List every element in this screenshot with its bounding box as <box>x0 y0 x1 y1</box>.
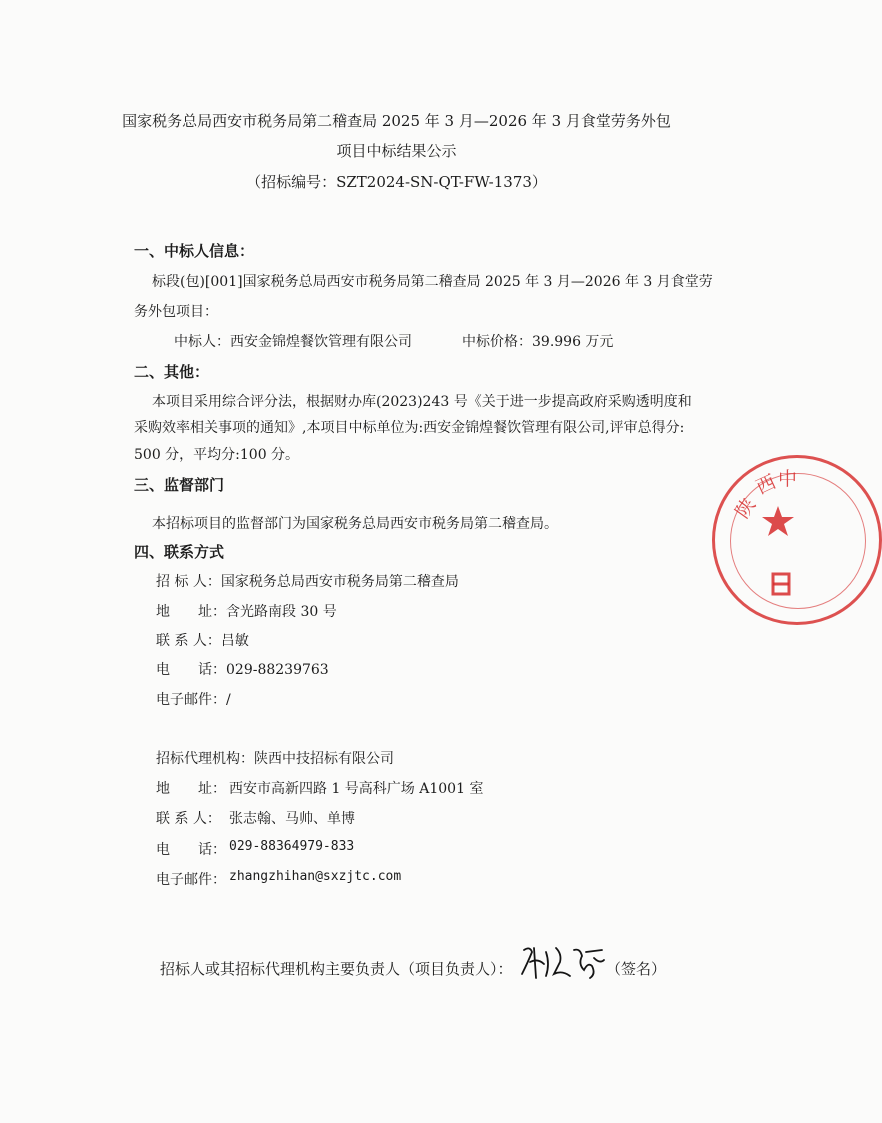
tenderer-name: 招 标 人：国家税务总局西安市税务局第二稽查局 <box>156 574 459 590</box>
section1-line1: 标段(包)[001]国家税务总局西安市税务局第二稽查局 2025 年 3 月—2026 年 3 月食堂劳 <box>152 274 713 290</box>
agency-contact-label: 联 系 人： <box>156 811 221 827</box>
seal-bottom-mark <box>770 570 794 604</box>
section2-line3: 500 分，平均分:100 分。 <box>134 447 300 463</box>
tenderer-address: 地 址：含光路南段 30 号 <box>156 604 337 620</box>
seal-char-c: 中 <box>778 468 798 490</box>
agency-email-label: 电子邮件： <box>156 872 226 888</box>
agency-phone-value: 029-88364979-833 <box>229 839 355 854</box>
section3-line1: 本招标项目的监督部门为国家税务总局西安市税务局第二稽查局。 <box>152 516 558 532</box>
agency-name-value: 陕西中技招标有限公司 <box>254 751 394 767</box>
agency-name-label: 招标代理机构： <box>156 751 254 767</box>
agency-contact-value: 张志翰、马帅、单博 <box>229 811 355 827</box>
signature-suffix: （签名） <box>606 960 667 978</box>
tenderer-email: 电子邮件：/ <box>156 692 231 708</box>
document-title-line1: 国家税务总局西安市税务局第二稽查局 2025 年 3 月—2026 年 3 月食堂劳务外包 <box>122 112 671 130</box>
section1-heading: 一、中标人信息： <box>134 242 255 260</box>
seal-char-b: 西 <box>752 470 780 499</box>
section2-line1: 本项目采用综合评分法，根据财办库(2023)243 号《关于进一步提高政府采购透明度和 <box>152 394 692 410</box>
official-seal-inner-ring <box>730 473 866 609</box>
agency-email-value: zhangzhihan@sxzjtc.com <box>229 869 402 884</box>
seal-star-icon <box>760 504 796 544</box>
agency-address-value: 西安市高新四路 1 号高科广场 A1001 室 <box>229 781 484 797</box>
seal-char-a: 陕 <box>731 494 761 523</box>
section1-line2: 务外包项目： <box>134 304 218 320</box>
tenderer-contact: 联 系 人：吕敏 <box>156 633 249 649</box>
tender-number: （招标编号：SZT2024-SN-QT-FW-1373） <box>246 173 547 191</box>
agency-phone-label: 电 话： <box>156 842 226 858</box>
section4-heading: 四、联系方式 <box>134 543 225 561</box>
winner-name: 中标人：西安金锦煌餐饮管理有限公司 <box>174 334 412 350</box>
section2-line2: 采购效率相关事项的通知》,本项目中标单位为:西安金锦煌餐饮管理有限公司,评审总得分: <box>134 420 685 436</box>
winning-price: 中标价格：39.996 万元 <box>462 334 614 350</box>
tenderer-phone: 电 话：029-88239763 <box>156 662 329 678</box>
agency-address-label: 地 址： <box>156 781 226 797</box>
section2-heading: 二、其他： <box>134 363 210 381</box>
handwritten-signature <box>516 940 612 984</box>
section3-heading: 三、监督部门 <box>134 476 225 494</box>
signature-label: 招标人或其招标代理机构主要负责人（项目负责人）： <box>160 960 513 978</box>
document-title-line2: 项目中标结果公示 <box>336 142 457 160</box>
